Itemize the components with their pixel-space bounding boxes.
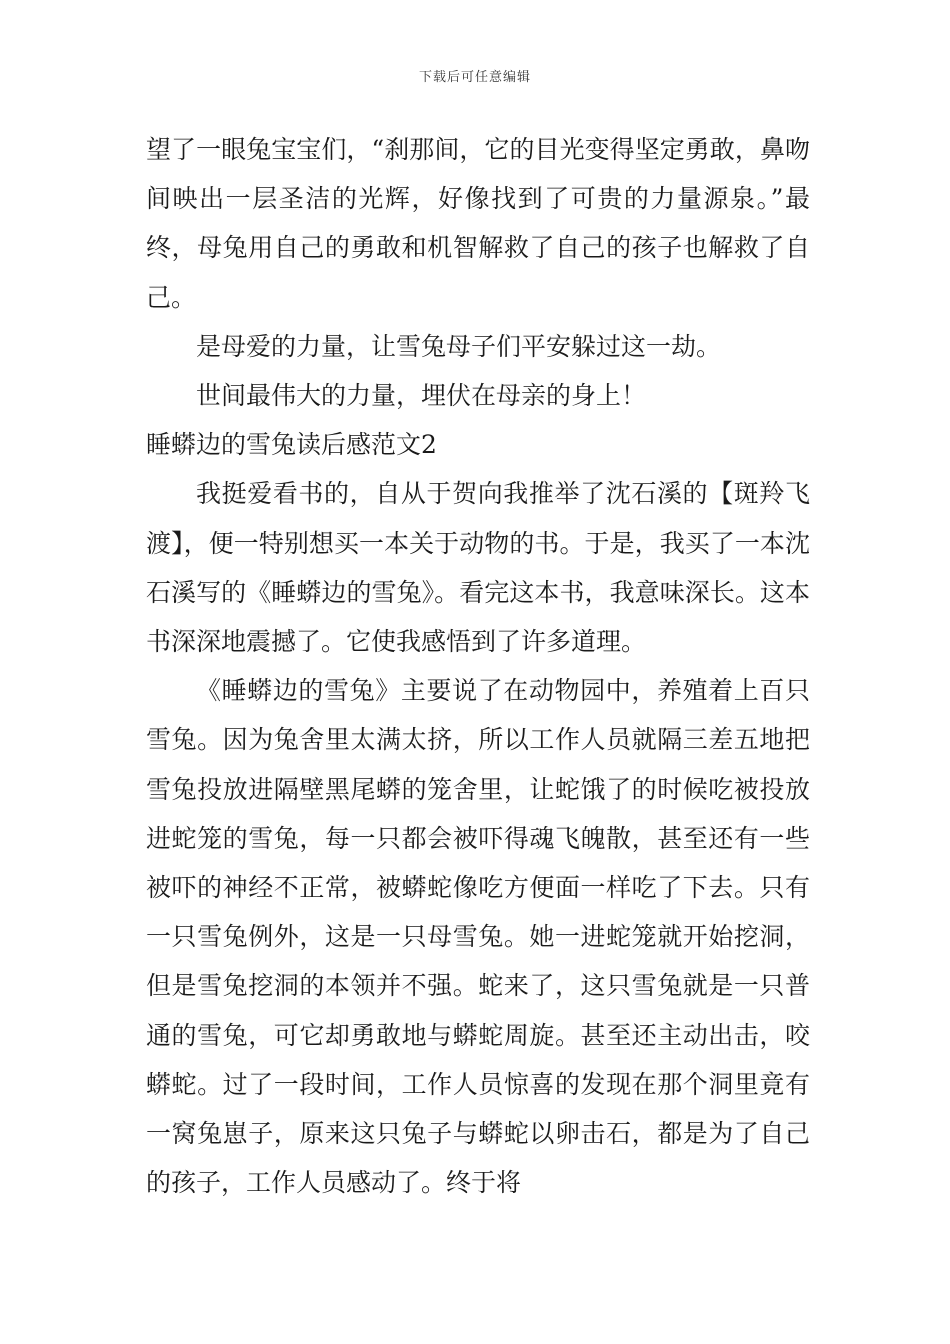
section-heading: 睡蟒边的雪兔读后感范文2: [146, 430, 437, 460]
paragraph-greatest-power: 世间最伟大的力量，埋伏在母亲的身上！: [196, 381, 647, 411]
paragraph-story-summary: 《睡蟒边的雪兔》主要说了在动物园中，养殖着上百只雪兔。因为兔舍里太满太挤，所以工作人员就隔三差五地把雪兔投放进隔壁黑尾蟒的笼舍里，让蛇饿了的时候吃被投放进蛇笼的雪兔，每一只都会被吓得魂飞魄散，甚至还有一些被吓的神经不正常，被蟒蛇像吃方便面一样吃了下去。只有一只雪兔例外，这是一只母雪兔。她一进蛇笼就开始挖洞，但是雪兔挖洞的本领并不强。蛇来了，这只雪兔就是一只普通的雪兔，可它却勇敢地与蟒蛇周旋。甚至还主动出击，咬蟒蛇。过了一段时间，工作人员惊喜的发现在那个洞里竟有一窝兔崽子，原来这只兔子与蟒蛇以卵击石，都是为了自己的孩子，工作人员感动了。终于将: [146, 676, 810, 1198]
document-body: [146, 125, 810, 1207]
paragraph-mothers-love: 是母爱的力量，让雪兔母子们平安躲过这一劫。: [196, 331, 722, 361]
page-header: 下载后可任意编辑: [418, 70, 531, 85]
paragraph-continuation: 望了一眼兔宝宝们，“刹那间，它的目光变得坚定勇敢，鼻吻间映出一层圣洁的光辉，好像找到了可贵的力量源泉。”最终，母兔用自己的勇敢和机智解救了自己的孩子也解救了自己。: [146, 135, 810, 312]
paragraph-reading-intro: 我挺爱看书的，自从于贺向我推举了沈石溪的【斑羚飞渡】，便一特别想买一本关于动物的书。于是，我买了一本沈石溪写的《睡蟒边的雪兔》。看完这本书，我意味深长。这本书深深地震撼了。它使我感悟到了许多道理。: [146, 479, 810, 657]
